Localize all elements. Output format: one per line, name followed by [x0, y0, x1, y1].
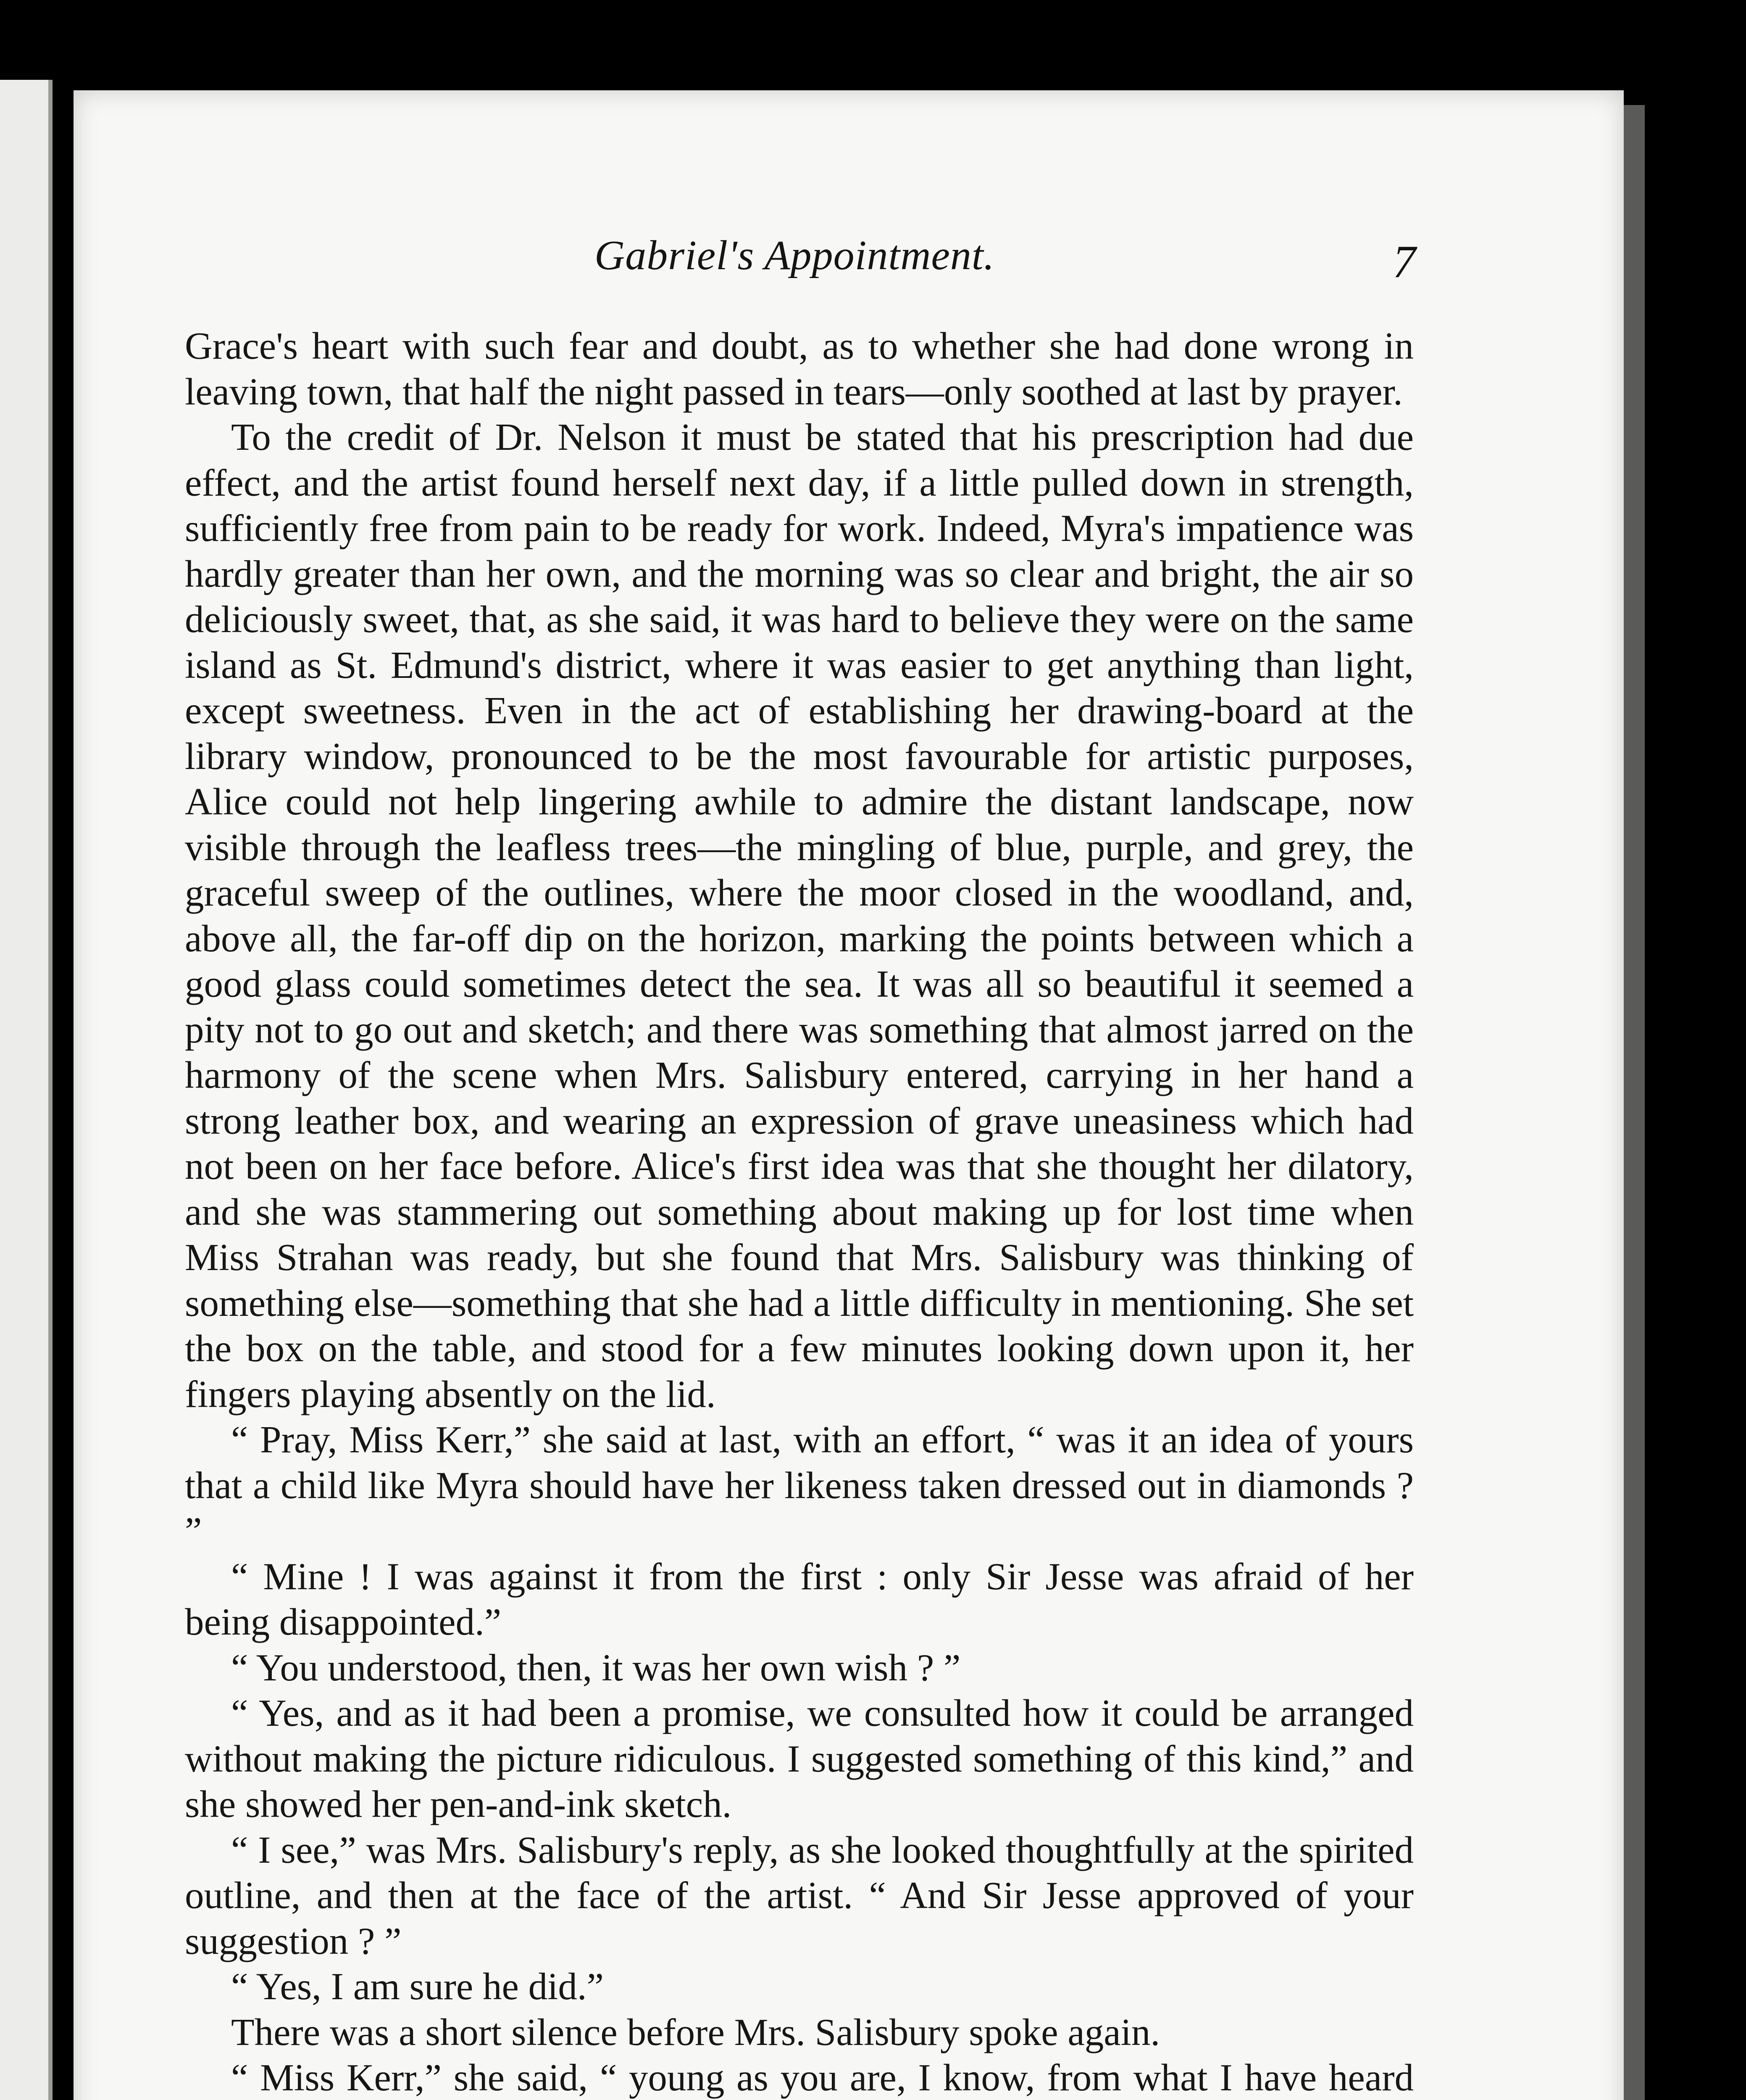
paragraph-5: “ You understood, then, it was her own wish ? ”: [231, 1646, 961, 1689]
book-page: [74, 90, 1624, 2100]
paragraph-8: “ Yes, I am sure he did.”: [231, 1965, 604, 2008]
paragraph-2: To the credit of Dr. Nelson it must be stated that his prescription had due effect, and the artist found herself next day, if a little pulled down in strength, sufficiently free from pain to be ready for work. Indeed, Myra's impatience was hardly greater than her own, and the morning was so clear and bright, the air so deliciously sweet, that, as she said, it was hard to believe they were on the same island as St. Edmund's district, where it was easier to get anything than light, except sweetness. Even in the act of establishing her drawing-board at the library window, pronounced to be the most favourable for artistic purposes, Alice could not help lingering awhile to admire the distant landscape, now visible through the leafless trees—the mingling of blue, purple, and grey, the graceful sweep of the outlines, where the moor closed in the woodland, and, above all, the far-off dip on the horizon, marking the points between which a good glass could sometimes detect the sea. It was all so beautiful it seemed a pity not to go out and sketch; and there was something that almost jarred on the harmony of the scene when Mrs. Salisbury entered, carrying in her hand a strong leather box, and wearing an expression of grave uneasiness which had not been on her face before. Alice's first idea was that she thought her dilatory, and she was stammering out something about making up for lost time when Miss Strahan was ready, but she found that Mrs. Salisbury was thinking of something else—something that she had a little difficulty in mentioning. She set the box on the table, and stood for a few minutes looking down upon it, her fingers playing absently on the lid.: [185, 416, 1414, 1415]
paragraph-7: “ I see,” was Mrs. Salisbury's reply, as she looked thoughtfully at the spirited outline, and then at the face of the artist. “ And Sir Jesse approved of your suggestion ? ”: [185, 1828, 1414, 1962]
paragraph-10: “ Miss Kerr,” she said, “ young as you are, I know, from what I have heard: [231, 2056, 1414, 2099]
previous-page-edge: [0, 80, 53, 2100]
paragraph-3: “ Pray, Miss Kerr,” she said at last, with an effort, “ was it an idea of yours that a child like Myra should have her likeness taken dressed out in diamonds ? ”: [185, 1418, 1414, 1552]
paragraph-6: “ Yes, and as it had been a promise, we consulted how it could be arranged without making the picture ridiculous. I suggested something of this kind,” and she showed her pen-and-ink sketch.: [185, 1692, 1414, 1825]
body-text: [185, 323, 1414, 2100]
paragraph-9: There was a short silence before Mrs. Salisbury spoke again.: [231, 2011, 1160, 2053]
page-number: 7: [1393, 236, 1416, 287]
running-header: [74, 231, 1624, 294]
paragraph-4: “ Mine ! I was against it from the first : only Sir Jesse was afraid of her being disappointed.”: [185, 1555, 1414, 1643]
paragraph-1: Grace's heart with such fear and doubt, as to whether she had done wrong in leaving town, that half the night passed in tears—only soothed at last by prayer.: [185, 325, 1414, 413]
running-title: Gabriel's Appointment.: [594, 232, 995, 278]
